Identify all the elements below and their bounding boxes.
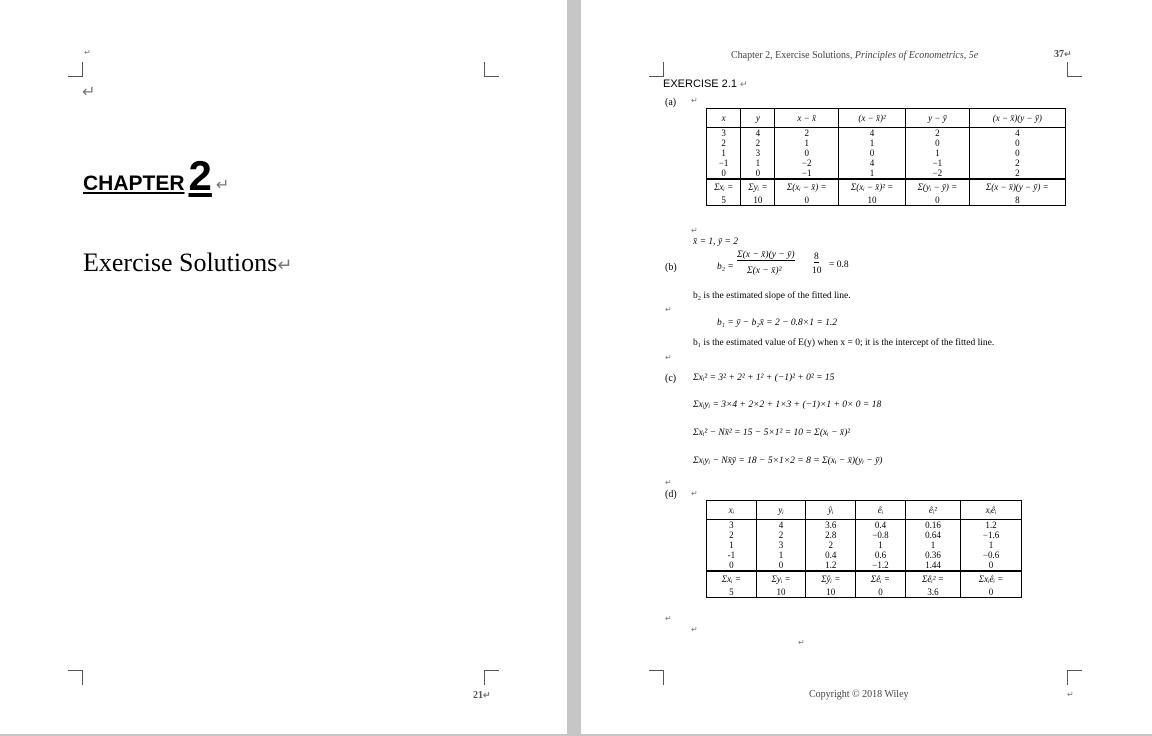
paragraph-mark-icon: ↵ <box>1067 690 1074 699</box>
column-header: (x − x̄)(y − ȳ) <box>969 109 1065 128</box>
table-cell: 4 <box>756 520 806 531</box>
page-number <box>473 690 491 701</box>
table-cell: −1 <box>775 168 838 179</box>
b1-formula: b₁ = ȳ − b₂x̄ = 2 − 0.8×1 = 1.2 <box>717 318 838 328</box>
sum-value-row <box>707 586 1022 598</box>
means-line: x̄ = 1, ȳ = 2 <box>693 237 739 247</box>
table-cell: 4 <box>741 128 775 139</box>
paragraph-mark-icon: ↵ <box>277 255 293 276</box>
table-cell: 0 <box>838 148 905 158</box>
sum-value: 0 <box>856 586 906 598</box>
table-cell: −1 <box>707 158 741 168</box>
table-cell: 1.44 <box>905 560 960 571</box>
sum-label: Σxᵢ = <box>707 179 741 194</box>
table-cell: 3 <box>756 540 806 550</box>
table-cell: 2 <box>906 128 969 139</box>
paragraph-mark-icon: ↵ <box>665 614 672 623</box>
sum-value-row <box>707 194 1066 206</box>
paragraph-mark-icon: ↵ <box>665 305 672 314</box>
paragraph-mark-icon: ↵ <box>665 353 672 362</box>
b2-denominator: Σ(x − x̄)² <box>747 266 782 276</box>
sum-label: Σ(xᵢ − x̄)² = <box>838 179 905 194</box>
paragraph-mark-icon: ↵ <box>483 690 491 700</box>
part-a-label: (a) <box>665 97 677 108</box>
table-cell: −2 <box>775 158 838 168</box>
table-cell: −1 <box>906 158 969 168</box>
table-cell: 2 <box>756 530 806 540</box>
column-header: ŷᵢ <box>806 501 856 520</box>
paragraph-mark-icon: ↵ <box>665 478 672 487</box>
table-cell: 1 <box>838 168 905 179</box>
paragraph-mark-icon: ↵ <box>84 48 91 57</box>
b2-explanation: b₂ is the estimated slope of the fitted line. <box>693 291 851 301</box>
c-line-4: Σxᵢyᵢ − Nx̄ȳ = 18 − 5×1×2 = 8 = Σ(xᵢ − x̄)(yᵢ − ȳ) <box>693 456 883 466</box>
table-cell: 0 <box>707 560 757 571</box>
sum-value: 5 <box>707 586 757 598</box>
table-row <box>707 540 1022 550</box>
table-cell: 0 <box>961 560 1022 571</box>
table-row <box>707 530 1022 540</box>
table-cell: 1 <box>707 540 757 550</box>
crop-mark <box>484 62 499 77</box>
b2-numerator: Σ(x − x̄)(y − ȳ) <box>737 250 795 260</box>
table-cell: 0.4 <box>806 550 856 560</box>
b1-explanation: b₁ is the estimated value of E(y) when x = 0; it is the intercept of the fitted line. <box>693 338 995 348</box>
sum-label: Σ(x − x̄)(y − ȳ) = <box>969 179 1065 194</box>
table-cell: −0.6 <box>961 550 1022 560</box>
crop-mark <box>68 670 83 685</box>
sum-label-row <box>707 179 1066 194</box>
sum-value: 8 <box>969 194 1065 206</box>
table-cell: 3.6 <box>806 520 856 531</box>
exercise-title <box>663 78 748 90</box>
column-header: y − ȳ <box>906 109 969 128</box>
column-header: xᵢ <box>707 501 757 520</box>
sum-value: 0 <box>775 194 838 206</box>
table-row <box>707 560 1022 571</box>
paragraph-mark-icon: ↵ <box>740 79 748 89</box>
table-cell: 3 <box>707 128 741 139</box>
sum-value: 3.6 <box>905 586 960 598</box>
column-header: êᵢ² <box>905 501 960 520</box>
page-right <box>581 0 1152 734</box>
table-cell: 1 <box>856 540 906 550</box>
table-cell: 4 <box>969 128 1065 139</box>
table-cell: 0.36 <box>905 550 960 560</box>
table-cell: 2.8 <box>806 530 856 540</box>
header-page-number-text: 37 <box>1054 49 1064 60</box>
table-d <box>706 500 1022 598</box>
table-cell: 0.16 <box>905 520 960 531</box>
paragraph-mark-icon: ↵ <box>691 489 698 498</box>
sum-value: 0 <box>961 586 1022 598</box>
table-cell: 2 <box>707 530 757 540</box>
table-row <box>707 148 1066 158</box>
table-cell: 0.64 <box>905 530 960 540</box>
table-cell: −0.8 <box>856 530 906 540</box>
column-header: yᵢ <box>756 501 806 520</box>
table-cell: 0 <box>775 148 838 158</box>
table-cell: 0 <box>969 138 1065 148</box>
table-cell: 0.4 <box>856 520 906 531</box>
table-cell: 1 <box>775 138 838 148</box>
column-header: êᵢ <box>856 501 906 520</box>
sum-label: Σxᵢêᵢ = <box>961 571 1022 586</box>
table-cell: 0 <box>707 168 741 179</box>
sum-label-row <box>707 571 1022 586</box>
crop-mark <box>649 670 664 685</box>
table-cell: 0 <box>756 560 806 571</box>
page-left <box>0 0 567 734</box>
table-row <box>707 128 1066 139</box>
column-header: y <box>741 109 775 128</box>
table-cell: 0 <box>969 148 1065 158</box>
table-row <box>707 158 1066 168</box>
table-cell: 2 <box>969 168 1065 179</box>
header-prefix: Chapter 2, Exercise Solutions, <box>731 50 855 61</box>
crop-mark <box>1067 670 1082 685</box>
table-cell: 3 <box>707 520 757 531</box>
table-cell: 2 <box>806 540 856 550</box>
footer <box>809 689 909 700</box>
chapter-subtitle <box>83 248 292 278</box>
sum-label: Σyᵢ = <box>756 571 806 586</box>
sum-label: Σyᵢ = <box>741 179 775 194</box>
table-row <box>707 520 1022 531</box>
chapter-word: CHAPTER <box>83 172 185 195</box>
sum-value: 10 <box>838 194 905 206</box>
b2-result: = 0.8 <box>829 260 849 270</box>
paragraph-mark-icon: ↵ <box>215 175 230 194</box>
table-cell: 1 <box>961 540 1022 550</box>
column-header: (x − x̄)² <box>838 109 905 128</box>
table-cell: 2 <box>707 138 741 148</box>
column-header: x <box>707 109 741 128</box>
b2-frac-den: 10 <box>812 266 822 276</box>
c-line-2: Σxᵢyᵢ = 3×4 + 2×2 + 1×3 + (−1)×1 + 0× 0 = 18 <box>693 400 882 410</box>
table-cell: 1 <box>707 148 741 158</box>
table-row <box>707 168 1066 179</box>
table-cell: 0.6 <box>856 550 906 560</box>
sum-value: 5 <box>707 194 741 206</box>
table-cell: 1.2 <box>961 520 1022 531</box>
b2-frac-num: 8 <box>814 252 819 262</box>
crop-mark <box>1067 62 1082 77</box>
crop-mark <box>649 62 664 77</box>
c-line-1: Σxᵢ² = 3² + 2² + 1² + (−1)² + 0² = 15 <box>693 373 835 383</box>
chapter-heading <box>83 152 229 200</box>
table-cell: 3 <box>741 148 775 158</box>
sum-label: Σêᵢ = <box>856 571 906 586</box>
sum-label: Σxᵢ = <box>707 571 757 586</box>
table-cell: −1.6 <box>961 530 1022 540</box>
table-cell: 4 <box>838 158 905 168</box>
table-cell: 0 <box>741 168 775 179</box>
c-line-3: Σxᵢ² − Nx̄² = 15 − 5×1² = 10 = Σ(xᵢ − x̄)² <box>693 428 851 438</box>
table-cell: 1.2 <box>806 560 856 571</box>
part-b-label: (b) <box>665 262 677 273</box>
table-cell: 1 <box>906 148 969 158</box>
table-cell: 1 <box>905 540 960 550</box>
paragraph-mark-icon: ↵ <box>798 638 805 647</box>
column-header: x − x̄ <box>775 109 838 128</box>
table-cell: 2 <box>775 128 838 139</box>
paragraph-mark-icon: ↵ <box>691 226 698 235</box>
table-cell: 0 <box>906 138 969 148</box>
sum-value: 10 <box>741 194 775 206</box>
sum-label: Σêᵢ² = <box>905 571 960 586</box>
paragraph-mark-icon: ↵ <box>691 625 698 634</box>
crop-mark <box>68 62 83 77</box>
table-cell: −2 <box>906 168 969 179</box>
part-d-label: (d) <box>665 489 677 500</box>
b2-lhs: b₂ = <box>717 262 734 272</box>
table-cell: −1.2 <box>856 560 906 571</box>
sum-label: Σ(yᵢ − ȳ) = <box>906 179 969 194</box>
paragraph-mark-icon: ↵ <box>691 96 698 105</box>
table-cell: 1 <box>741 158 775 168</box>
table-cell: 1 <box>756 550 806 560</box>
exercise-title-text: EXERCISE 2.1 <box>663 78 737 90</box>
subtitle-text: Exercise Solutions <box>83 248 278 277</box>
table-cell: 4 <box>838 128 905 139</box>
table-cell: 2 <box>741 138 775 148</box>
sum-label: Σ(xᵢ − x̄) = <box>775 179 838 194</box>
sum-label: Σŷᵢ = <box>806 571 856 586</box>
table-row <box>707 550 1022 560</box>
header-book-title: Principles of Econometrics, 5e <box>854 50 979 61</box>
table-row <box>707 138 1066 148</box>
table-a <box>706 108 1066 206</box>
part-c-label: (c) <box>665 373 677 384</box>
paragraph-mark-icon: ↵ <box>82 82 96 101</box>
paragraph-mark-icon: ↵ <box>1064 49 1072 59</box>
header-page-number <box>1054 49 1072 60</box>
page-number-text: 21 <box>473 690 483 701</box>
footer-copyright: Copyright © 2018 Wiley <box>809 689 909 700</box>
crop-mark <box>484 670 499 685</box>
running-header <box>731 50 978 61</box>
table-cell: 1 <box>838 138 905 148</box>
table-cell: 2 <box>969 158 1065 168</box>
sum-value: 0 <box>906 194 969 206</box>
chapter-number: 2 <box>188 152 212 199</box>
sum-value: 10 <box>756 586 806 598</box>
table-cell: -1 <box>707 550 757 560</box>
column-header: xᵢêᵢ <box>961 501 1022 520</box>
sum-value: 10 <box>806 586 856 598</box>
